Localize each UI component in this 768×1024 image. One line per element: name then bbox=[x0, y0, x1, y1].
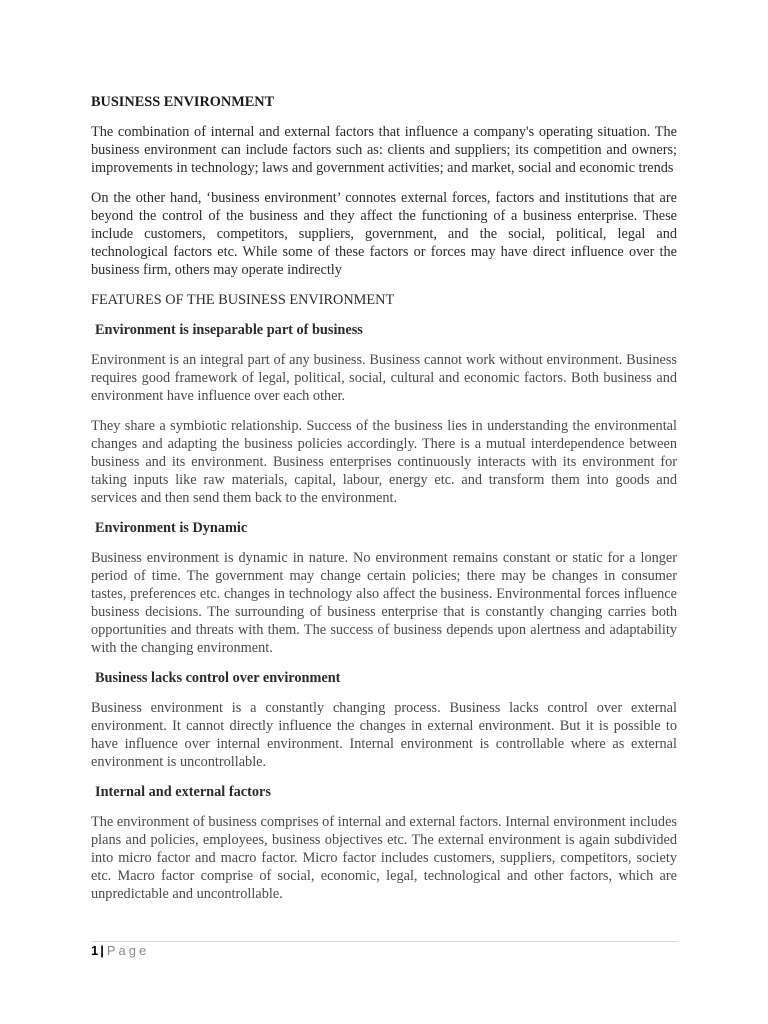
section-paragraph-inseparable-1: Environment is an integral part of any business. Business cannot work without environment. Business requires good framework of legal, political, social, cultural and economic factors. Both business and environment have influence over each other. bbox=[91, 352, 677, 404]
features-heading: FEATURES OF THE BUSINESS ENVIRONMENT bbox=[91, 292, 395, 308]
document-title: BUSINESS ENVIRONMENT bbox=[91, 94, 275, 110]
section-heading-dynamic: Environment is Dynamic bbox=[95, 520, 248, 536]
footer-divider bbox=[91, 941, 678, 942]
page-label: Page bbox=[106, 943, 150, 958]
section-heading-factors: Internal and external factors bbox=[95, 784, 271, 800]
intro-paragraph-1: The combination of internal and external factors that influence a company's operating situation. The business environment can include factors such as: clients and suppliers; its competition and owners; improvements in technology; laws and government activities; and market, social and economic trends bbox=[91, 124, 677, 176]
section-paragraph-dynamic-1: Business environment is dynamic in nature. No environment remains constant or static for a longer period of time. The government may change certain policies; there may be changes in consumer tastes, preferences etc. changes in technology also affect the business. Environmental forces influence business decisions. The surrounding of business enterprise that is constantly changing carries both opportunities and threats with them. The success of business depends upon alertness and adaptability with the changing environment. bbox=[91, 550, 677, 656]
intro-paragraph-2: On the other hand, ‘business environment’ connotes external forces, factors and institutions that are beyond the control of the business and they affect the functioning of a business enterprise. These include customers, competitors, suppliers, government, and the social, political, legal and technological factors etc. While some of these factors or forces may have direct influence over the business firm, others may operate indirectly bbox=[91, 190, 677, 278]
section-paragraph-inseparable-2: They share a symbiotic relationship. Success of the business lies in understanding the environmental changes and adapting the business policies accordingly. There is a mutual interdependence between business and its environment. Business enterprises continuously interacts with its environment for taking inputs like raw materials, capital, labour, energy etc. and transform them into goods and services and then send them back to the environment. bbox=[91, 418, 677, 506]
footer-separator: | bbox=[100, 943, 104, 958]
section-paragraph-control-1: Business environment is a constantly changing process. Business lacks control over external environment. It cannot directly influence the changes in external environment. But it is possible to have influence over internal environment. Internal environment is controllable where as external environment is uncontrollable. bbox=[91, 700, 677, 770]
page-number: 1 bbox=[91, 943, 99, 958]
section-heading-control: Business lacks control over environment bbox=[95, 670, 341, 686]
section-paragraph-factors-1: The environment of business comprises of internal and external factors. Internal environment includes plans and policies, employees, business objectives etc. The external environment is again subdivided into micro factor and macro factor. Micro factor includes customers, suppliers, competitors, society etc. Macro factor comprise of social, economic, legal, technological and other factors, which are unpredictable and uncontrollable. bbox=[91, 814, 677, 902]
document-body bbox=[91, 93, 677, 915]
page-footer bbox=[91, 943, 149, 959]
section-heading-inseparable: Environment is inseparable part of business bbox=[95, 322, 363, 338]
